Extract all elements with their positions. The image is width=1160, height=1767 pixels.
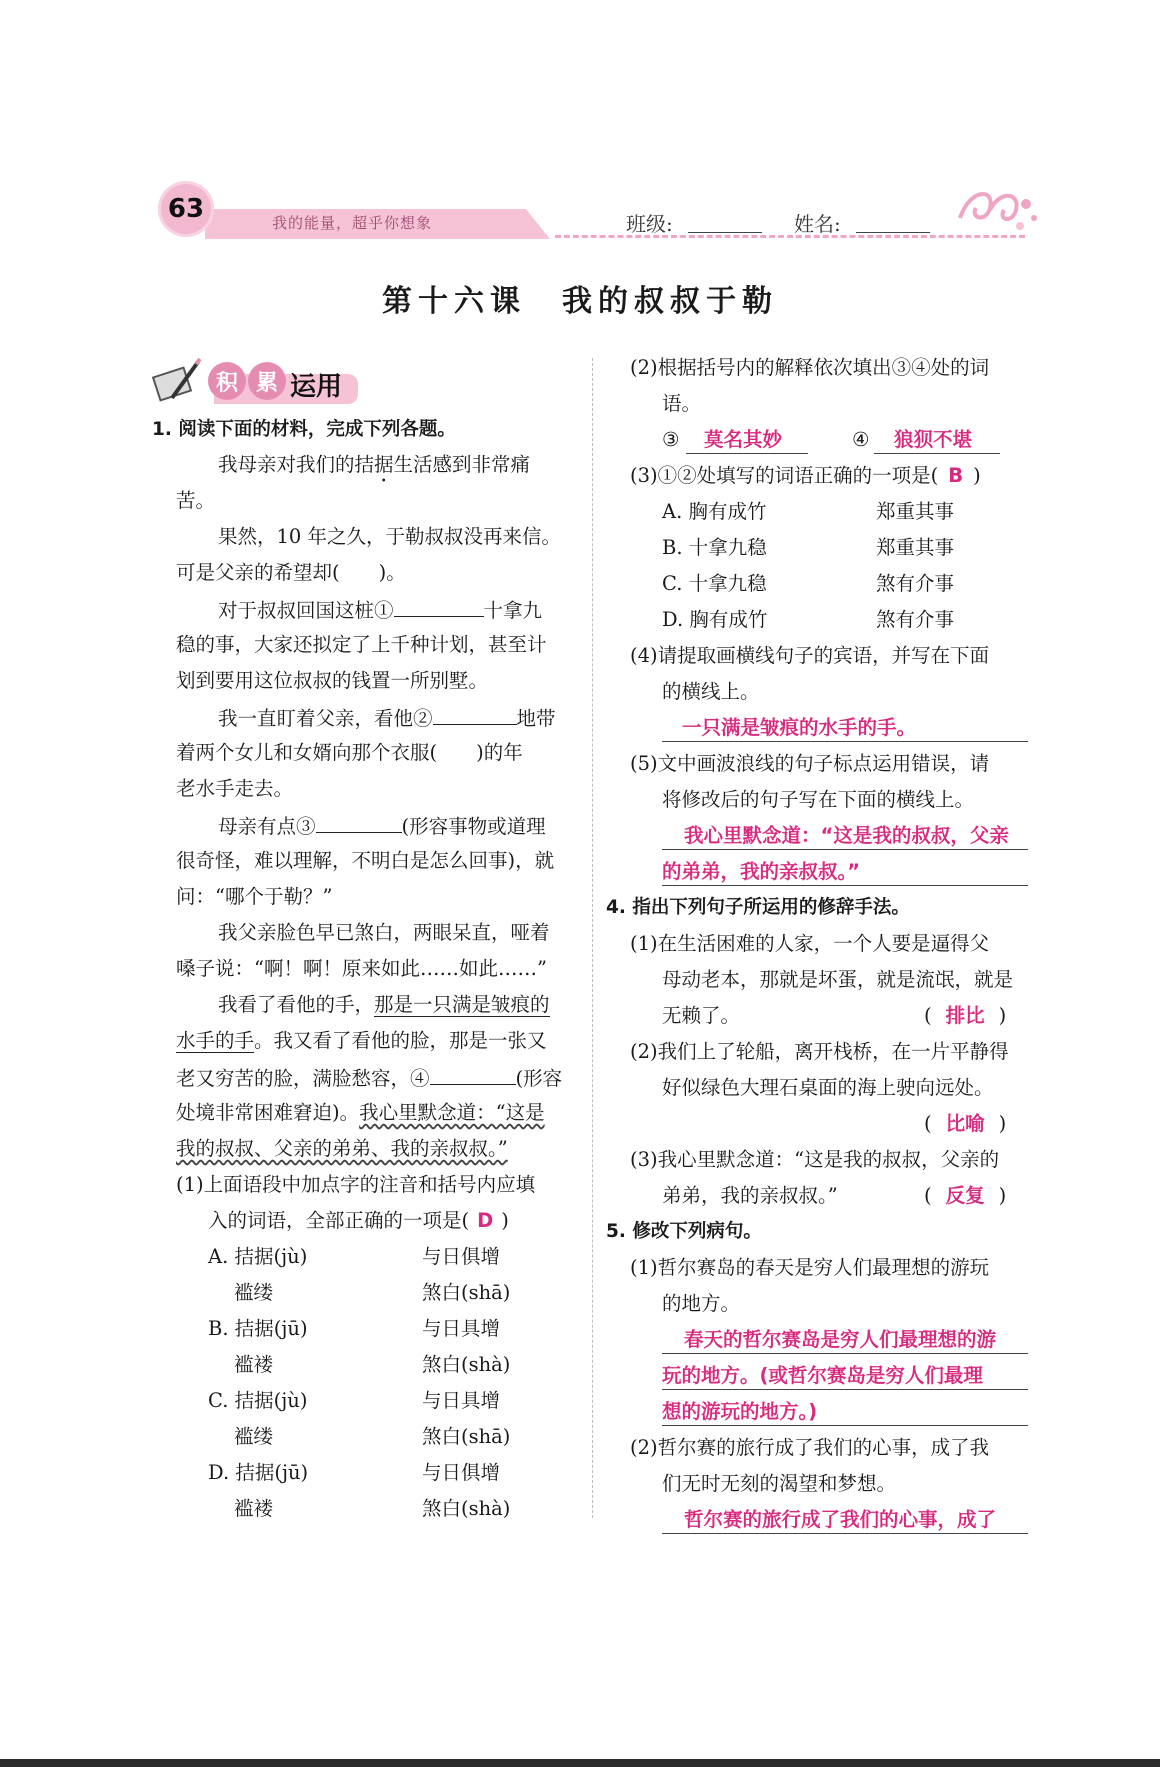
answer-line [662,1425,1028,1426]
sub2-num-3: ③ [662,428,680,451]
section-title: 运用 [290,372,343,402]
wavy-sentence: 我心里默念道：“这是 [359,1101,545,1124]
option-text: 与日具增 [422,1317,501,1340]
answer-line [662,1389,1028,1390]
passage-line: 很奇怪，难以理解，不明白是怎么回事)，就 [176,849,555,872]
option-text: 与日具增 [422,1389,501,1412]
sub2-answer-4: 狼狈不堪 [894,428,973,451]
answer-line [662,1533,1028,1534]
q4-answer-1: ( 排比 ) [924,1004,1007,1027]
option-text: A. 胸有成竹 [662,500,767,523]
passage-line: 处境非常困难窘迫)。我心里默念道：“这是 [176,1101,545,1124]
lesson-title: 第十六课 我的叔叔于勒 [382,284,778,319]
passage-line: 嗓子说：“啊！啊！原来如此……如此……” [176,957,547,980]
sub5-stem: (5)文中画波浪线的句子标点运用错误，请 [630,752,990,775]
option-label: B. 拮据(jū) [208,1317,308,1340]
q4-heading: 4. 指出下列句子所运用的修辞手法。 [606,897,910,918]
sub4-answer: 一只满是皱痕的水手的手。 [682,716,917,739]
q4-item: (3)我心里默念道：“这是我的叔叔，父亲的 [630,1148,1000,1171]
section-char-2: 累 [248,362,286,400]
option-text: 与日俱增 [422,1461,501,1484]
q4-answer-2: ( 比喻 ) [924,1112,1007,1135]
q4-item: 无赖了。 [662,1004,741,1027]
q5-item: 的地方。 [662,1292,741,1315]
option-text: 煞有介事 [876,608,955,631]
passage-line: 果然，10 年之久，于勒叔叔没再来信。 [218,525,562,548]
sub2-answer-3: 莫名其妙 [704,428,783,451]
q4-item: 弟弟，我的亲叔叔。” [662,1184,838,1207]
q5-item: (2)哲尔赛的旅行成了我们的心事，成了我 [630,1436,990,1459]
passage-line: 母亲有点③ (形容事物或道理 [218,812,546,840]
blank-1[interactable] [394,596,484,617]
passage-line: 老水手走去。 [176,777,294,800]
sub5-answer: 的弟弟，我的亲叔叔。” [662,860,861,883]
passage-line: 划到要用这位叔叔的钱置一所别墅。 [176,669,489,692]
wavy-sentence: 我的叔叔、父亲的弟弟、我的亲叔叔。” [176,1137,508,1160]
dotted-char: 据 [374,453,394,476]
sub5-answer: 我心里默念道：“这是我的叔叔，父亲 [684,824,1009,847]
passage-line: 着两个女儿和女婿向那个衣服( )的年 [176,741,523,764]
blank-2[interactable] [433,704,517,725]
answer-line [662,741,1028,742]
q4-item: (2)我们上了轮船，离开栈桥，在一片平静得 [630,1040,1009,1063]
q4-item: 母动老本，那就是坏蛋，就是流氓，就是 [662,968,1014,991]
option-text: 煞白(shà) [422,1353,511,1376]
sub1-stem: 入的词语，全部正确的一项是( D ) [208,1209,509,1232]
option-text: 褴缕 [234,1425,274,1448]
passage-line: 我看了看他的手，那是一只满是皱痕的 [218,993,550,1016]
option-label: C. 拮据(jù) [208,1389,308,1412]
answer-line [662,885,1028,886]
q4-item: (1)在生活困难的人家，一个人要是逼得父 [630,932,990,955]
passage-line: 稳的事，大家还拟定了上千种计划，甚至计 [176,633,547,656]
passage-line [176,1136,508,1162]
page-number-badge [158,181,214,237]
passage-line: 我一直盯着父亲，看他② 地带 [218,704,556,732]
option-text: B. 十拿九稳 [662,536,767,559]
underlined-sentence: 水手的手 [176,1029,255,1052]
passage-line: 问：“哪个于勒？” [176,885,333,908]
blank-4[interactable] [430,1064,516,1085]
q5-answer: 想的游玩的地方。) [662,1400,818,1423]
answer-line [874,453,1000,454]
answer-line [662,849,1028,850]
column-divider [592,358,593,1518]
q5-answer: 哲尔赛的旅行成了我们的心事，成了 [684,1508,997,1531]
q5-heading: 5. 修改下列病句。 [606,1221,762,1242]
slogan: 我的能量，超乎你想象 [272,214,433,232]
name-field[interactable] [856,232,930,233]
q5-answer: 春天的哲尔赛岛是穷人们最理想的游 [684,1328,997,1351]
sub5-stem: 将修改后的句子写在下面的横线上。 [662,788,975,811]
class-label: 班级: [626,212,673,236]
passage-line: 苦。 [176,489,216,512]
option-text: C. 十拿九稳 [662,572,767,595]
pen-book-icon [152,358,204,402]
answer-line [686,453,808,454]
answer-line [662,1353,1028,1354]
option-text: 煞白(shā) [422,1281,511,1304]
q5-answer: 玩的地方。(或哲尔赛岛是穷人们最理 [662,1364,983,1387]
option-text: D. 胸有成竹 [662,608,768,631]
option-text: 褴褛 [234,1497,274,1520]
option-text: 煞白(shà) [422,1497,511,1520]
q5-item: (1)哲尔赛岛的春天是穷人们最理想的游玩 [630,1256,990,1279]
sub3-answer: B [948,464,964,487]
section-char-1: 积 [208,362,246,400]
option-label: D. 拮据(jū) [208,1461,309,1484]
blank-3[interactable] [316,812,402,833]
option-text: 褴褛 [234,1353,274,1376]
sub2-stem: 语。 [662,392,702,415]
option-text: 郑重其事 [876,536,955,559]
option-text: 煞白(shā) [422,1425,511,1448]
name-label: 姓名: [794,212,841,236]
option-text: 与日俱增 [422,1245,501,1268]
bottom-edge [0,1759,1160,1767]
sub1-stem: (1)上面语段中加点字的注音和括号内应填 [176,1173,536,1196]
option-text: 郑重其事 [876,500,955,523]
sub4-stem: 的横线上。 [662,680,760,703]
option-label: A. 拮据(jù) [208,1245,308,1268]
class-field[interactable] [688,232,762,233]
option-text: 褴缕 [234,1281,274,1304]
passage-line: 老又穷苦的脸，满脸愁容，④ (形容 [176,1064,562,1092]
sub4-stem: (4)请提取画横线句子的宾语，并写在下面 [630,644,990,667]
q5-item: 们无时无刻的渴望和梦想。 [662,1472,897,1495]
passage-line: 水手的手。我又看了看他的脸，那是一张又 [176,1029,547,1052]
underlined-sentence: 那是一只满是皱痕的 [374,993,550,1016]
sub3-stem: (3)①②处填写的词语正确的一项是( B ) [630,464,981,487]
sub2-stem: (2)根据括号内的解释依次填出③④处的词 [630,356,990,379]
flower-decoration-icon [950,178,1040,242]
q4-answer-3: ( 反复 ) [924,1184,1007,1207]
passage-line: 我父亲脸色早已煞白，两眼呆直，哑着 [218,921,550,944]
sub1-answer: D [477,1209,494,1232]
q1-heading: 1. 阅读下面的材料，完成下列各题。 [152,419,456,440]
passage-line: 我母亲对我们的拮据生活感到非常痛 [218,453,531,476]
q4-item: 好似绿色大理石桌面的海上驶向远处。 [662,1076,994,1099]
passage-line: 对于叔叔回国这桩① 十拿九 [218,596,542,624]
page-number: 63 [167,194,205,224]
sub2-num-4: ④ [852,428,870,451]
passage-line: 可是父亲的希望却( )。 [176,561,406,584]
option-text: 煞有介事 [876,572,955,595]
